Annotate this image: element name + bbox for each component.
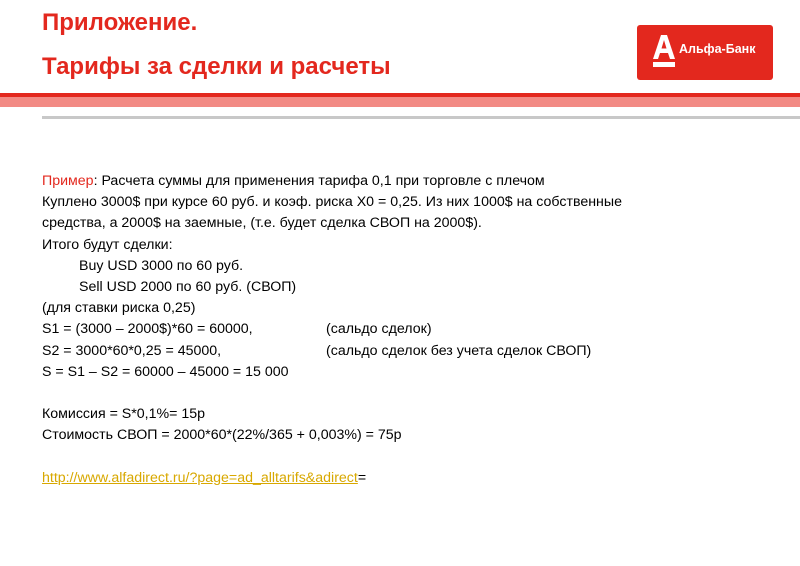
example-text: : Расчета суммы для применения тарифа 0,1 при торговле с плечом [93, 173, 545, 189]
risk-rate-note: (для ставки риска 0,25) [42, 300, 196, 317]
s2-line [42, 341, 782, 362]
s-total-line: S = S1 – S2 = 60000 – 45000 = 15 000 [42, 363, 289, 380]
logo-text: Альфа-Банк [679, 42, 756, 56]
spacer [42, 446, 782, 467]
s1-formula: S1 = (3000 – 2000$)*60 = 60000, [42, 321, 253, 338]
tariffs-link[interactable]: http://www.alfadirect.ru/?page=ad_alltarifs&adirect [42, 469, 358, 486]
header-divider [42, 116, 800, 119]
s1-line [42, 319, 782, 340]
alfa-bank-logo [637, 25, 773, 80]
example-line [42, 171, 782, 192]
example-label: Пример [42, 173, 94, 189]
funding-line: средства, а 2000$ на заемные, (т.е. будет сделка СВОП на 2000$). [42, 215, 482, 232]
link-suffix: = [357, 469, 367, 486]
swap-cost-line: Стоимость СВОП = 2000*60*(22%/365 + 0,003%) = 75р [42, 427, 402, 444]
deals-heading: Итого будут сделки: [42, 236, 173, 253]
s1-note: (сальдо сделок) [326, 321, 432, 338]
page-title-line1: Приложение. [42, 9, 198, 36]
spacer [42, 383, 782, 404]
purchase-line: Куплено 3000$ при курсе 60 руб. и коэф. риска Х0 = 0,25. Из них 1000$ на собственные [42, 194, 622, 211]
slide-content [42, 171, 782, 489]
page-title-line2: Тарифы за сделки и расчеты [42, 53, 391, 80]
tariffs-link-line [42, 468, 782, 489]
s2-formula: S2 = 3000*60*0,25 = 45000, [42, 342, 222, 359]
deal-sell-swap: Sell USD 2000 по 60 руб. (СВОП) [79, 278, 297, 295]
commission-line: Комиссия = S*0,1%= 15р [42, 406, 206, 423]
alfa-bank-a-logo-icon [653, 35, 675, 69]
header-stripe-light [0, 97, 800, 107]
s2-note: (сальдо сделок без учета сделок СВОП) [326, 342, 592, 359]
deal-buy: Buy USD 3000 по 60 руб. [79, 257, 244, 274]
